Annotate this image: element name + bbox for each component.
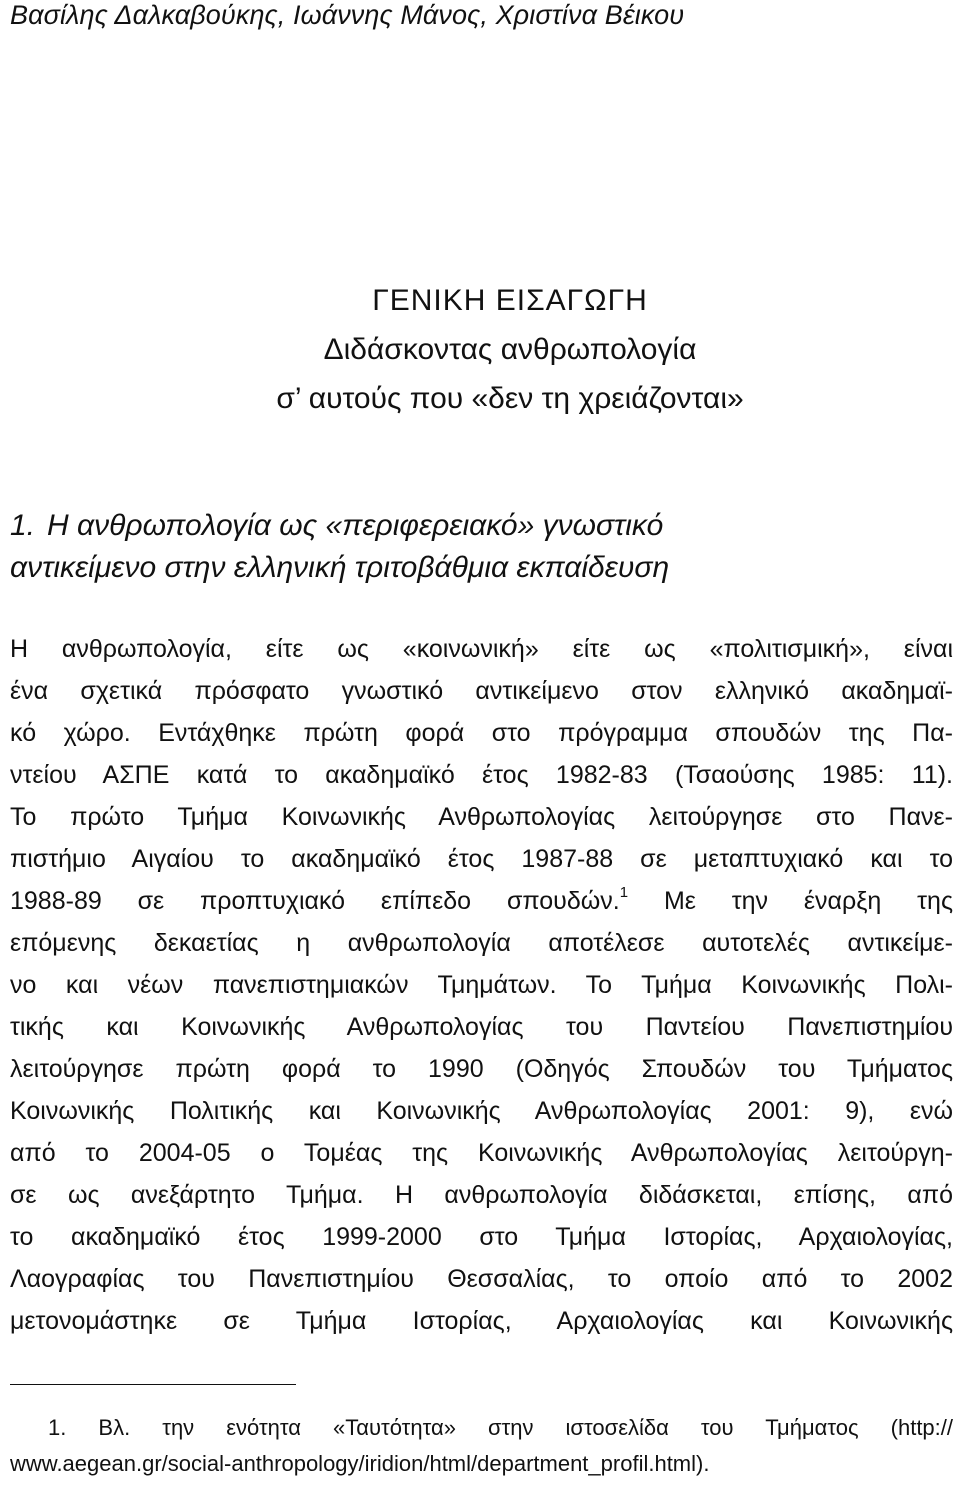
paragraph-line-text: 1988-89 σε προπτυχιακό επίπεδο σπουδών. <box>10 887 620 915</box>
paragraph-line: νο και νέων πανεπιστημιακών Τμημάτων. Το Τμήμα Κοινωνικής Πολι- <box>10 971 953 999</box>
footnote-reference[interactable]: 1 <box>619 884 629 901</box>
paragraph-line: ντείου ΑΣΠΕ κατά το ακαδημαϊκό έτος 1982-83 (Τσαούσης 1985: 11). <box>10 761 953 789</box>
paragraph-line-with-footnote <box>10 880 953 922</box>
footnote-divider <box>10 1384 296 1385</box>
paragraph-line-tail: Με την έναρξη της <box>663 887 953 915</box>
paragraph-line: το ακαδημαϊκό έτος 1999-2000 στο Τμήμα Ιστορίας, Αρχαιολογίας, <box>10 1223 953 1251</box>
running-head-authors: Βασίλης Δαλκαβούκης, Ιωάννης Μάνος, Χριστίνα Βέικου <box>10 0 685 30</box>
chapter-title-line-3: σ’ αυτούς που «δεν τη χρειάζονται» <box>276 382 744 415</box>
paragraph-line: από το 2004-05 ο Τομέας της Κοινωνικής Ανθρωπολογίας λειτούργη- <box>10 1139 953 1167</box>
footnote <box>10 1410 953 1482</box>
footnote-line-1: 1. Βλ. την ενότητα «Ταυτότητα» στην ιστοσελίδα του Τμήματος (http:// <box>48 1415 953 1440</box>
chapter-title <box>180 276 840 423</box>
section-heading-line-1: Η ανθρωπολογία ως «περιφερειακό» γνωστικό <box>47 509 664 542</box>
chapter-title-line-1: ΓΕΝΙΚΗ ΕΙΣΑΓΩΓΗ <box>372 284 648 317</box>
body-paragraph <box>10 628 953 1342</box>
paragraph-line: Λαογραφίας του Πανεπιστημίου Θεσσαλίας, το οποίο από το 2002 <box>10 1265 953 1293</box>
paragraph-line: λειτούργησε πρώτη φορά το 1990 (Οδηγός Σπουδών του Τμήματος <box>10 1055 953 1083</box>
chapter-title-line-2: Διδάσκοντας ανθρωπολογία <box>323 333 697 366</box>
footnote-url-line[interactable]: www.aegean.gr/social-anthropology/iridion/html/department_profil.html). <box>10 1451 710 1476</box>
section-heading <box>10 505 669 589</box>
section-heading-line-2: αντικείμενο στην ελληνική τριτοβάθμια εκπαίδευση <box>10 551 670 584</box>
paragraph-line: σε ως ανεξάρτητο Τμήμα. Η ανθρωπολογία διδάσκεται, επίσης, από <box>10 1181 953 1209</box>
paragraph-line: πιστήμιο Αιγαίου το ακαδημαϊκό έτος 1987-88 σε μεταπτυχιακό και το <box>10 845 953 873</box>
paragraph-line: Η ανθρωπολογία, είτε ως «κοινωνική» είτε ως «πολιτισμική», είναι <box>10 635 953 663</box>
paragraph-line: επόμενης δεκαετίας η ανθρωπολογία αποτέλεσε αυτοτελές αντικείμε- <box>10 929 953 957</box>
section-number: 1. <box>10 509 36 542</box>
paragraph-line: μετονομάστηκε σε Τμήμα Ιστορίας, Αρχαιολογίας και Κοινωνικής <box>10 1307 953 1335</box>
paragraph-line: Κοινωνικής Πολιτικής και Κοινωνικής Ανθρωπολογίας 2001: 9), ενώ <box>10 1097 953 1125</box>
paragraph-line: τικής και Κοινωνικής Ανθρωπολογίας του Παντείου Πανεπιστημίου <box>10 1013 953 1041</box>
paragraph-line: ένα σχετικά πρόσφατο γνωστικό αντικείμενο στον ελληνικό ακαδημαϊ- <box>10 677 953 705</box>
paragraph-line: Το πρώτο Τμήμα Κοινωνικής Ανθρωπολογίας λειτούργησε στο Πανε- <box>10 803 953 831</box>
paragraph-line: κό χώρο. Εντάχθηκε πρώτη φορά στο πρόγραμμα σπουδών της Πα- <box>10 719 953 747</box>
